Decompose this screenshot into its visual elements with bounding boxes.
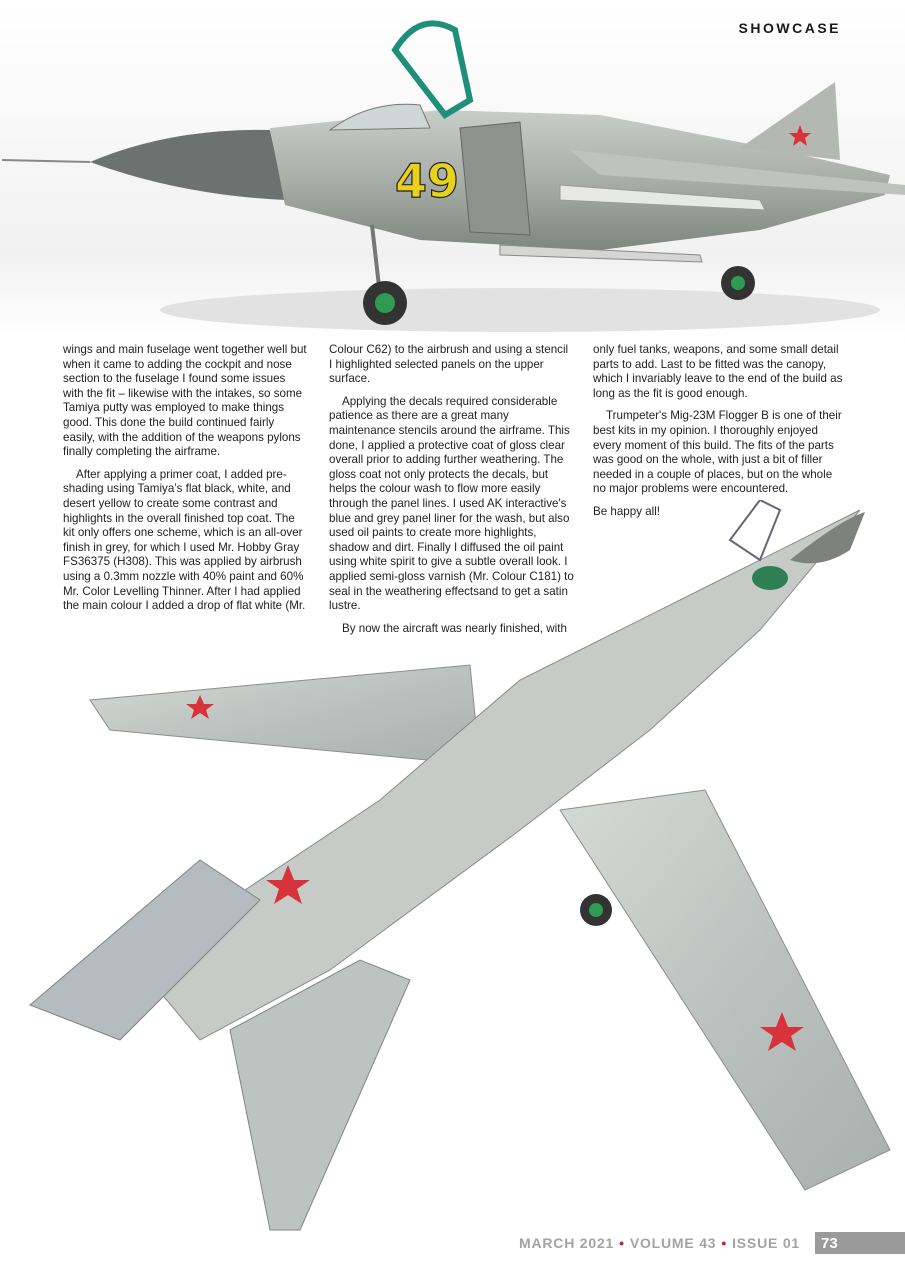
paragraph: By now the aircraft was nearly finished, with — [342, 621, 567, 635]
paragraph: Trumpeter's Mig-23M Flogger B is one of their best kits in my opinion. I thoroughly enjoyed every moment of this build. The fits of the parts was good on the whole, with just a bit of filler needed in a couple of places, but on the whole no major problems were encountered. — [593, 409, 842, 496]
section-tag: SHOWCASE — [738, 20, 841, 36]
article-column-3 — [593, 343, 843, 528]
article-column-1 — [63, 343, 308, 622]
aircraft-number: 49 — [395, 154, 460, 208]
page-number: 73 — [815, 1232, 905, 1254]
paragraph: wings and main fuselage went together well but when it came to adding the cockpit and nose section to the fuselage I found some issues with the fit – likewise with the intakes, so some Tamiya putty was employed to make things good. This done the build continued fairly easily, with the addition of the weapons pylons finally completing the airframe. — [63, 343, 307, 459]
separator-dot: • — [721, 1235, 728, 1251]
paragraph: only fuel tanks, weapons, and some small detail parts to add. Last to be fitted was the canopy, which I invariably leave to the end of the build as long as the fit is good enough. — [593, 343, 843, 400]
issue-footer — [519, 1232, 800, 1254]
paragraph: Be happy all! — [593, 504, 661, 518]
article-column-2 — [329, 343, 574, 644]
issue-date: MARCH 2021 — [519, 1235, 615, 1251]
separator-dot: • — [619, 1235, 625, 1251]
issue-volume: VOLUME 43 — [629, 1235, 717, 1251]
paragraph: Colour C62) to the airbrush and using a stencil I highlighted selected panels on the upper surface. — [329, 343, 569, 386]
paragraph: Applying the decals required considerable patience as there are a great many maintenance stencils around the airframe. This done, I applied a protective coat of gloss clear overall prior to adding further weathering. The gloss coat not only protects the decals, but helps the colour wash to flow more easily through the panel lines. I used AK interactive's blue and grey panel liner for the wash, but also used oil paints to create more highlights, shadow and dirt. Finally I diffused the oil paint using white spirit to give a subtle overall look. I applied semi-gloss varnish (Mr. Colour C181) to seal in the weathering effectsand to get a satin lustre. — [329, 394, 574, 613]
paragraph: After applying a primer coat, I added pre-shading using Tamiya’s flat black, white, and desert yellow to create some contrast and highlights in the overall finished top coat. The kit only offers one scheme, which is an all-over finish in grey, for which I used Mr. Hobby Gray FS36375 (H308). This was applied by airbrush using a 0.3mm nozzle with 40% paint and 60% Mr. Color Levelling Thinner. After I had applied the main colour I added a drop of flat white (Mr. — [63, 467, 306, 613]
aircraft-side-photo — [0, 0, 905, 340]
issue-number: ISSUE 01 — [732, 1235, 800, 1251]
